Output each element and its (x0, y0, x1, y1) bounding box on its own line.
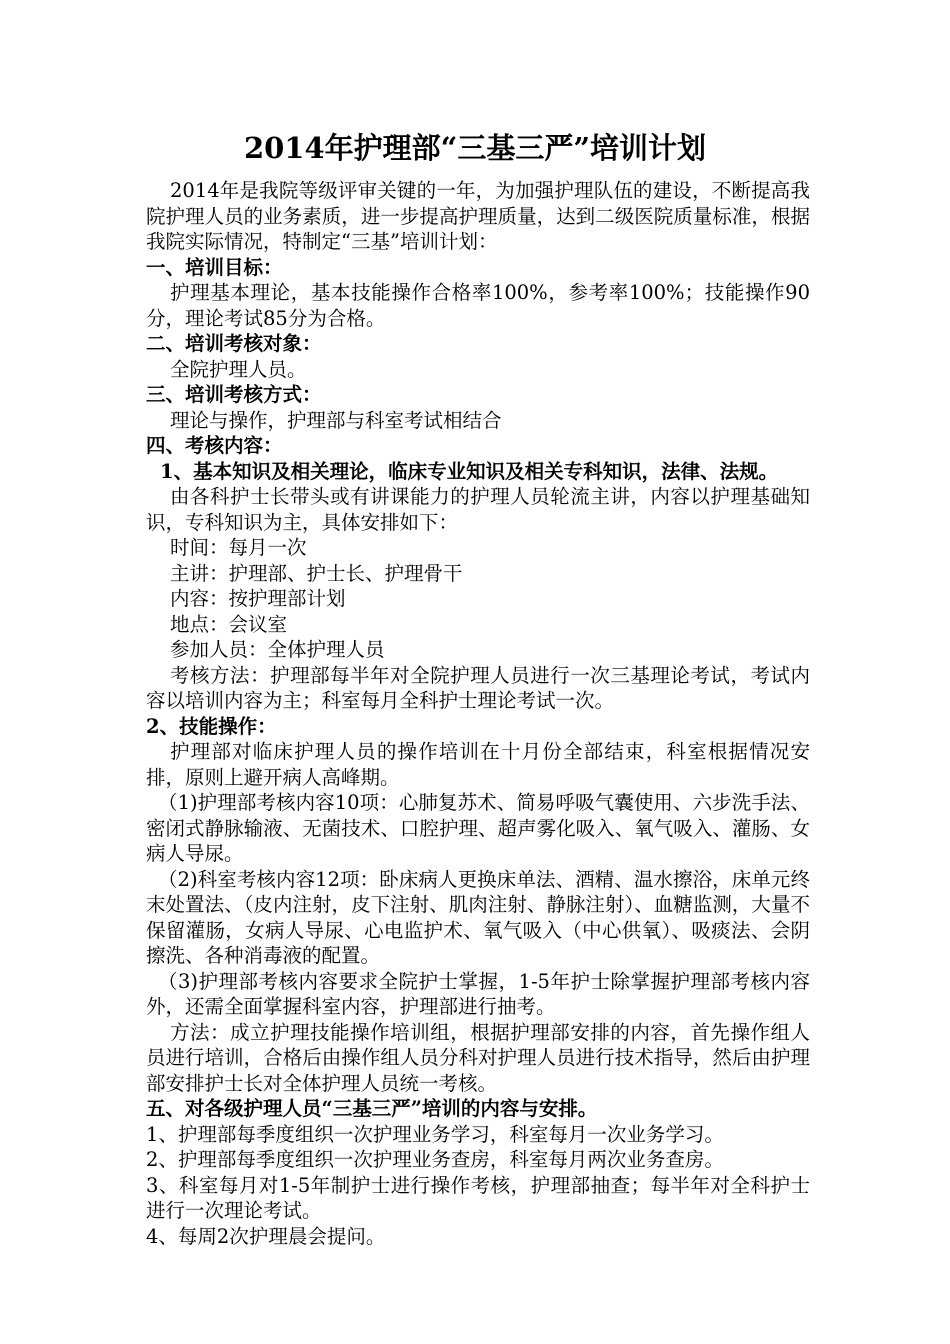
section-heading-method: 三、培训考核方式： (146, 383, 322, 406)
subsection-heading-knowledge: 1、基本知识及相关理论，临床专业知识及相关专科知识，法律、法规。 (160, 459, 779, 483)
knowledge-place: 地点：会议室 (170, 612, 288, 636)
section-heading-content: 四、考核内容： (146, 434, 283, 457)
intro-paragraph: 2014年是我院等级评审关键的一年，为加强护理队伍的建设，不断提高我院护理人员的业务素质，进一步提高护理质量，达到二级医院质量标准，根据我院实际情况，特制定“三基”培训计划： (146, 179, 810, 253)
knowledge-time: 时间：每月一次 (170, 536, 307, 559)
subsection-heading-skills: 2、技能操作： (146, 714, 277, 738)
arrangement-item: 2、护理部每季度组织一次护理业务查房，科室每月两次业务查房。 (146, 1148, 724, 1171)
section-heading-goal: 一、培训目标： (146, 255, 283, 279)
goal-text: 护理基本理论，基本技能操作合格率100%，参考率100%；技能操作90分，理论考试85分为合格。 (146, 281, 810, 330)
arrangement-item: 4、每周2次护理晨会提问。 (146, 1224, 386, 1248)
document-title: 2014年护理部“三基三严”培训计划 (243, 131, 707, 165)
document-body (146, 178, 810, 1249)
skills-item-1: （1)护理部考核内容10项：心肺复苏术、简易呼吸气囊使用、六步洗手法、密闭式静脉输液、无菌技术、口腔护理、超声雾化吸入、氧气吸入、灌肠、女病人导尿。 (146, 791, 810, 865)
section-heading-arrangement: 五、对各级护理人员“三基三严”培训的内容与安排。 (146, 1097, 598, 1120)
method-text: 理论与操作，护理部与科室考试相结合 (170, 408, 502, 432)
arrangement-item: 1、护理部每季度组织一次护理业务学习，科室每月一次业务学习。 (146, 1122, 724, 1146)
arrangement-item: 3、科室每月对1-5年制护士进行操作考核，护理部抽查；每半年对全科护士进行一次理论考试。 (146, 1173, 810, 1222)
skills-item-2: （2)科室考核内容12项：卧床病人更换床单法、酒精、温水擦浴，床单元终末处置法、（皮内注射，皮下注射、肌肉注射、静脉注射）、血糖监测，大量不保留灌肠，女病人导尿、心电监护术、氧气吸入（中心供氧）、吸痰法、会阴擦洗、各种消毒液的配置。 (146, 867, 810, 967)
knowledge-speaker: 主讲：护理部、护士长、护理骨干 (170, 561, 463, 585)
skills-item-3: （3)护理部考核内容要求全院护士掌握，1-5年护士除掌握护理部考核内容外，还需全面掌握科室内容，护理部进行抽考。 (146, 969, 810, 1018)
knowledge-attendees: 参加人员：全体护理人员 (170, 638, 385, 661)
knowledge-text: 由各科护士长带头或有讲课能力的护理人员轮流主讲，内容以护理基础知识，专科知识为主，具体安排如下： (146, 485, 810, 534)
skills-method: 方法：成立护理技能操作培训组，根据护理部安排的内容，首先操作组人员进行培训，合格后由操作组人员分科对护理人员进行技术指导，然后由护理部安排护士长对全体护理人员统一考核。 (146, 1020, 810, 1095)
skills-text: 护理部对临床护理人员的操作培训在十月份全部结束，科室根据情况安排，原则上避开病人高峰期。 (146, 740, 810, 789)
section-heading-target: 二、培训考核对象： (146, 332, 322, 355)
knowledge-content: 内容：按护理部计划 (170, 587, 346, 610)
target-text: 全院护理人员。 (170, 357, 307, 381)
knowledge-exam-method: 考核方法：护理部每半年对全院护理人员进行一次三基理论考试，考试内容以培训内容为主；科室每月全科护士理论考试一次。 (146, 663, 810, 712)
